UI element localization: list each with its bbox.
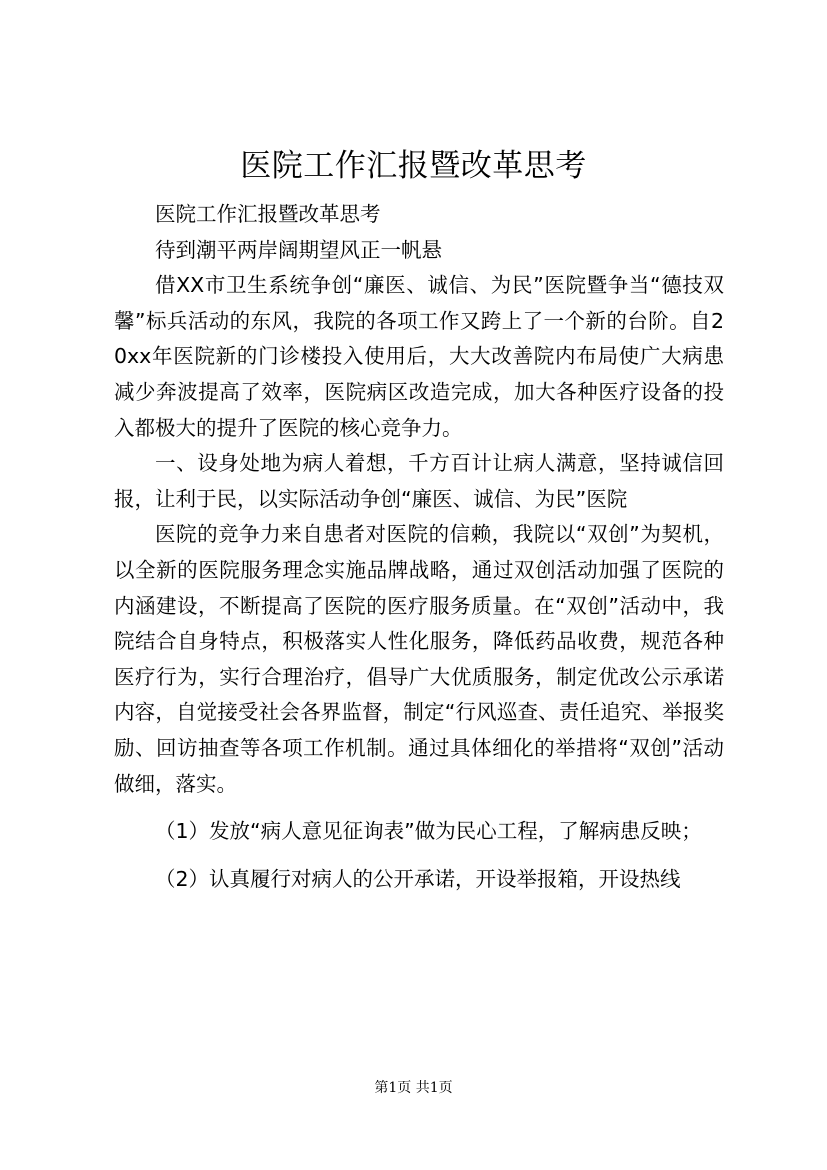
page-number-footer: 第1页 共1页 [374, 1080, 453, 1096]
paragraph-quote: 待到潮平两岸阔期望风正一帆悬 [155, 237, 442, 262]
document-title: 医院工作汇报暨改革思考 [240, 148, 587, 184]
paragraph-section-heading: 一、设身处地为病人着想，千方百计让病人满意，坚持诚信回报，让利于民，以实际活动争创“廉医、诚信、为民”医院 [114, 451, 724, 511]
paragraph-item-1: （1）发放“病人意见征询表”做为民心工程，了解病患反映； [155, 819, 702, 844]
paragraph-item-2: （2）认真履行对病人的公开承诺，开设举报箱，开设热线 [155, 866, 681, 891]
paragraph-competitiveness: 医院的竞争力来自患者对医院的信赖，我院以“双创”为契机，以全新的医院服务理念实施品牌战略，通过双创活动加强了医院的内涵建设，不断提高了医院的医疗服务质量。在“双创”活动中，我院结合自身特点，积极落实人性化服务，降低药品收费，规范各种医疗行为，实行合理治疗，倡导广大优质服务，制定优改公示承诺内容，自觉接受社会各界监督，制定“行风巡查、责任追究、举报奖励、回访抽查等各项工作机制。通过具体细化的举措将“双创”活动做细，落实。 [114, 522, 724, 796]
paragraph-intro: 借XX市卫生系统争创“廉医、诚信、为民”医院暨争当“德技双馨”标兵活动的东风，我院的各项工作又跨上了一个新的台阶。自20xx年医院新的门诊楼投入使用后，大大改善院内布局使广大病患减少奔波提高了效率，医院病区改造完成，加大各种医疗设备的投入都极大的提升了医院的核心竞争力。 [114, 273, 724, 440]
paragraph-subtitle: 医院工作汇报暨改革思考 [155, 202, 381, 226]
document-body [114, 197, 724, 897]
